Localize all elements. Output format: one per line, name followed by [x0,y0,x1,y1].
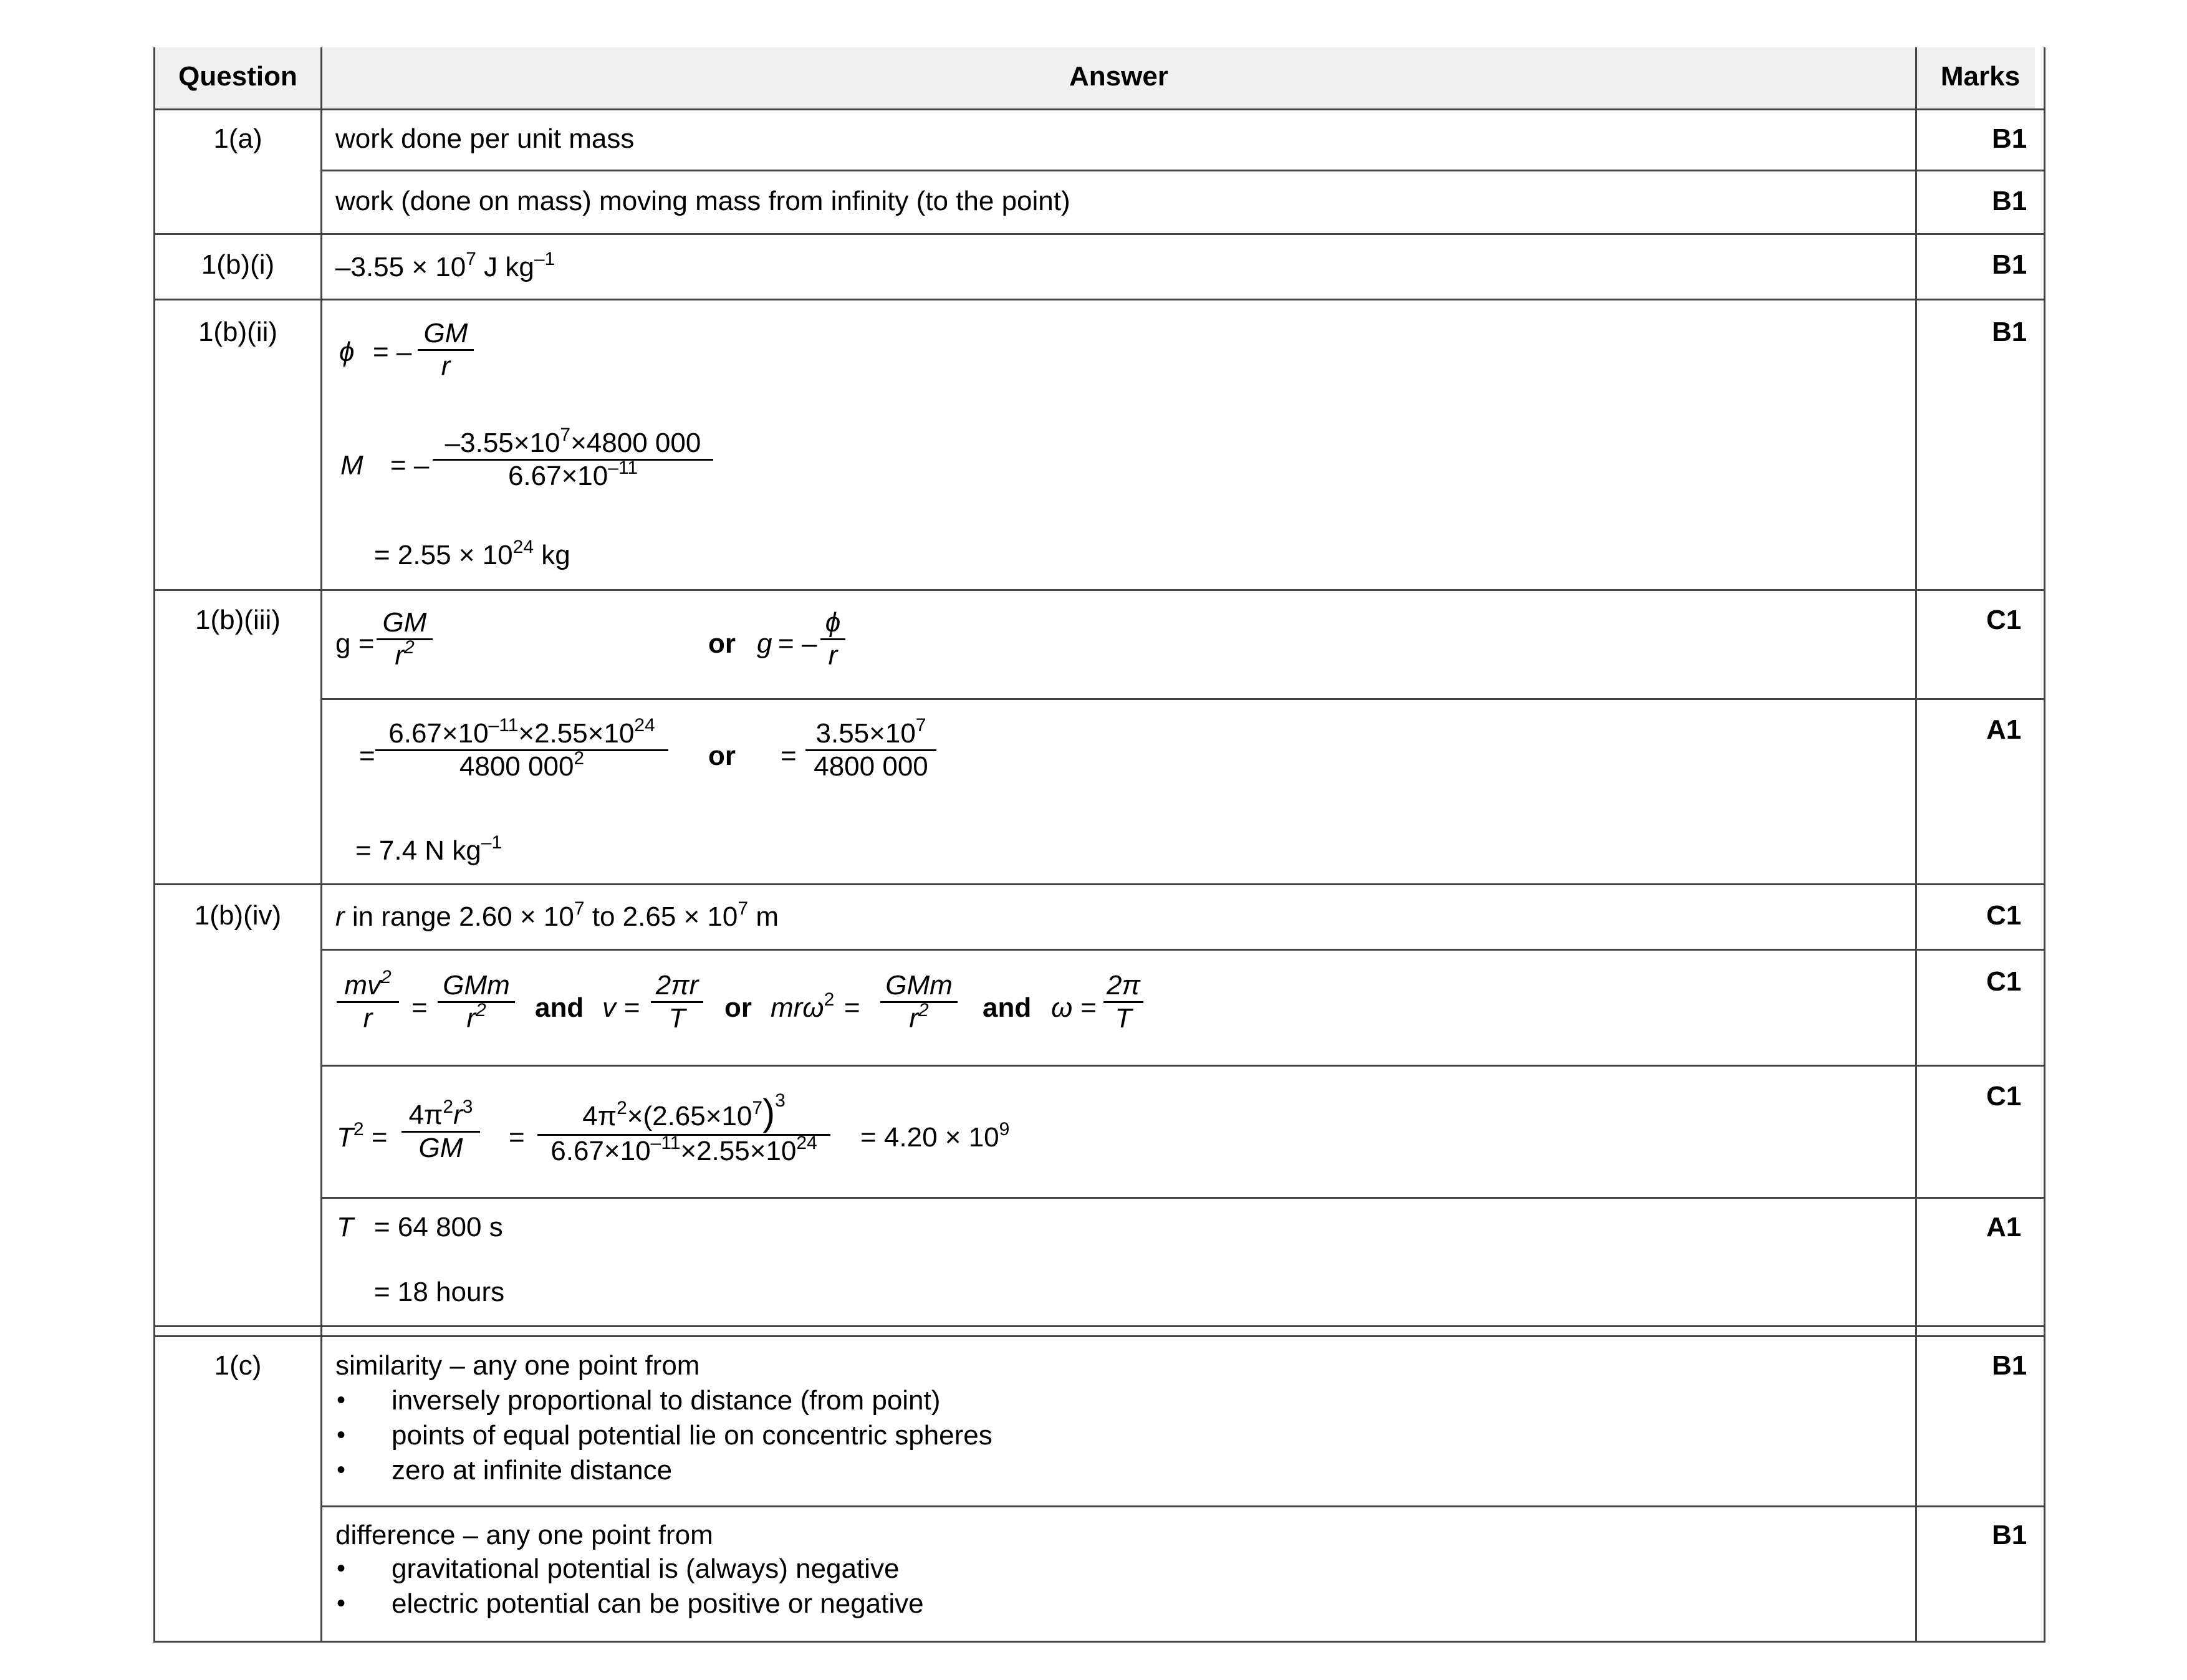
and-label: and [535,992,584,1023]
equals-minus: = – [373,337,412,367]
mark-1bii: B1 [1992,317,2027,347]
num-part: mv [344,970,381,1001]
fraction-gmm-over-r2 [438,970,515,1034]
equals-sign: = [359,741,375,771]
difference-heading: difference – any one point from [335,1520,713,1550]
den-exp: 2 [475,1000,486,1020]
question-label-1c: 1(c) [214,1350,262,1381]
question-label-1biii: 1(b)(iii) [195,605,281,635]
similarity-item: inversely proportional to distance (from point) [392,1385,941,1416]
header-answer: Answer [1069,61,1168,92]
fraction-numerator: GMm [443,970,510,1001]
bullet: • [337,1421,346,1449]
den-r: r [395,640,404,671]
fraction-denominator [375,749,668,782]
mark-1biv-4: A1 [1986,1212,2022,1242]
fraction-numerator [401,1097,480,1131]
mass-result [374,537,570,571]
result-exp: 9 [999,1119,1010,1140]
fraction-numerator: GM [382,607,427,638]
num-exp: –11 [488,715,519,736]
range-exp1: 7 [574,898,585,919]
question-label-1a: 1(a) [213,123,262,154]
r-symbol: r [335,901,345,932]
question-label-1bi: 1(b)(i) [201,249,275,280]
difference-item: gravitational potential is (always) negative [392,1553,900,1584]
fraction-denominator [433,459,713,492]
header-question: Question [178,61,297,92]
num-part: –3.55×10 [445,428,560,458]
period-hours: = 18 hours [374,1277,505,1307]
result-exp: 24 [512,537,534,557]
bullet: • [337,1555,346,1582]
answer-1a-line2: work (done on mass) moving mass from infinity (to the point) [335,186,1070,216]
fraction-denominator [880,1001,958,1034]
phi-symbol: ϕ [339,337,355,367]
bullet: • [337,1590,346,1617]
omega-equals: ω = [1051,992,1097,1023]
num-part: 4π [408,1100,443,1130]
difference-item: electric potential can be positive or negative [392,1588,924,1619]
fraction-gmm-over-r2-b [880,970,958,1034]
t-symbol: T [337,1212,353,1242]
fraction-numerator: GMm [885,970,953,1001]
fraction-denominator [377,638,433,671]
fraction-g-calc-1 [375,715,668,782]
fraction-numerator: 2πr [655,970,699,1001]
fraction-numerator: GM [423,318,468,348]
mrw-exp: 2 [824,989,835,1010]
mr-omega [771,989,835,1024]
den-exp: 2 [403,637,415,658]
mark-1biii-2: A1 [1986,714,2022,745]
result-value: = 4.20 × 10 [860,1122,999,1153]
result-unit: kg [534,540,570,570]
answer-1bi-unit: J kg [476,252,534,282]
num-exp: 7 [560,425,571,445]
fraction-denominator: r [418,349,474,382]
answer-1a-line1: work done per unit mass [335,123,635,154]
header-marks: Marks [1940,61,2021,92]
fraction-denominator: T [651,1001,703,1034]
num-exp: 7 [915,715,926,736]
equals-sign: = [411,992,428,1023]
range-unit: m [748,901,779,932]
fraction-2pir-over-t [651,970,703,1034]
fraction-numerator [805,715,936,749]
mark-1a-2: B1 [1992,186,2027,216]
equals-sign: = [844,992,860,1023]
fraction-denominator: 4800 000 [805,749,936,782]
fraction-phi-over-r [820,607,845,671]
den-r: r [466,1003,476,1034]
or-label: or [708,741,736,771]
den-exp: –11 [650,1133,681,1153]
mass-symbol: M [340,450,363,481]
mark-1c-1: B1 [1992,1350,2027,1381]
fraction-denominator: r [337,1001,399,1034]
num-r: r [453,1100,463,1130]
num-exp: 2 [443,1097,454,1117]
range-mid: to 2.65 × 10 [584,901,738,932]
bullet: • [337,1456,346,1484]
fraction-mv2-over-r [337,967,399,1034]
answer-1bi-exp: 7 [466,249,476,269]
v-symbol: v = [602,992,640,1023]
den-r: r [909,1003,918,1034]
fraction-denominator [438,1001,515,1034]
mark-1biv-3: C1 [1986,1081,2022,1111]
answer-1bi [335,249,555,283]
and-label: and [983,992,1032,1023]
answer-1bi-value: –3.55 × 10 [335,252,466,282]
num-exp2: 7 [752,1098,763,1118]
t-exp: 2 [353,1119,364,1140]
answer-1biv-range [335,898,779,933]
t-symbol: T [337,1122,353,1153]
result-exp: –1 [481,832,502,853]
fraction-denominator: T [1103,1001,1143,1034]
fraction-denominator: r [820,638,845,671]
mark-1biv-2: C1 [1986,966,2022,997]
num-exp2: 24 [634,715,655,736]
result-value: = 2.55 × 10 [374,540,513,570]
mark-1c-2: B1 [1992,1520,2027,1550]
equals-sign: = [509,1122,525,1153]
mrw-part: mrω [771,992,824,1023]
answer-1bi-unit-exp: –1 [534,249,555,269]
fraction-numerator: 2π [1107,970,1140,1001]
den-part: 4800 000 [459,751,574,782]
num-part: 4π [582,1101,617,1131]
num-exp: 2 [617,1098,627,1118]
den-exp: –11 [608,458,638,478]
range-exp2: 7 [738,898,749,919]
mark-1biv-1: C1 [1986,900,2022,931]
fraction-numerator [537,1091,830,1134]
num-exp: 2 [380,967,392,987]
num-tail: ×2.55×10 [518,718,635,749]
question-label-1biv: 1(b)(iv) [194,900,282,931]
fraction-numerator: ϕ [825,607,841,638]
num-exp3: 3 [775,1090,786,1111]
mark-1bi: B1 [1992,249,2027,280]
fraction-g-calc-2 [805,715,936,782]
fraction-period-calc [537,1091,830,1167]
den-part: 6.67×10 [550,1136,651,1166]
v-equals [602,992,640,1024]
mark-1biii-1: C1 [1986,605,2022,635]
question-label-1bii: 1(b)(ii) [198,317,278,347]
mark-1a-1: B1 [1992,123,2027,154]
num-part: 3.55×10 [815,718,916,749]
equals-sign: = [371,1122,388,1153]
similarity-heading: similarity – any one point from [335,1350,700,1381]
den-tail: ×2.55×10 [680,1136,797,1166]
den-exp: 2 [918,1000,929,1020]
fraction-numerator [433,425,713,459]
fraction-numerator [337,967,399,1001]
fraction-gm-over-r [418,318,474,382]
g-equals: g = [335,628,375,659]
t-squared [337,1119,388,1153]
equals-minus: = – [390,450,430,481]
fraction-2pi-over-t [1103,970,1143,1034]
num-r-exp: 3 [462,1097,473,1117]
num-tail: ×4800 000 [570,428,701,458]
den-exp: 2 [574,748,585,769]
result-value: = 7.4 N kg [355,835,481,866]
similarity-item: points of equal potential lie on concentric spheres [392,1420,993,1451]
fraction-denominator: GM [401,1131,480,1164]
g-result [355,832,502,866]
similarity-item: zero at infinite distance [392,1455,673,1486]
den-exp2: 24 [796,1133,817,1153]
t2-result [860,1119,1010,1153]
fraction-gm-over-r2 [377,607,433,671]
den-part: 6.67×10 [507,461,608,491]
num-close-paren: ) [762,1092,776,1133]
period-seconds: = 64 800 s [374,1212,503,1242]
fraction-denominator [537,1134,830,1167]
equals-minus: = – [778,628,817,659]
or-label: or [708,628,736,659]
equals-sign: = [781,741,797,771]
bullet: • [337,1386,346,1414]
fraction-kepler [401,1097,480,1164]
num-part: 6.67×10 [388,718,489,749]
g-symbol: g [757,628,772,659]
num-tail: ×(2.65×10 [627,1101,752,1131]
fraction-mass-calc [433,425,713,492]
range-start: in range 2.60 × 10 [344,901,574,932]
fraction-numerator [375,715,668,749]
or-label: or [724,992,752,1023]
